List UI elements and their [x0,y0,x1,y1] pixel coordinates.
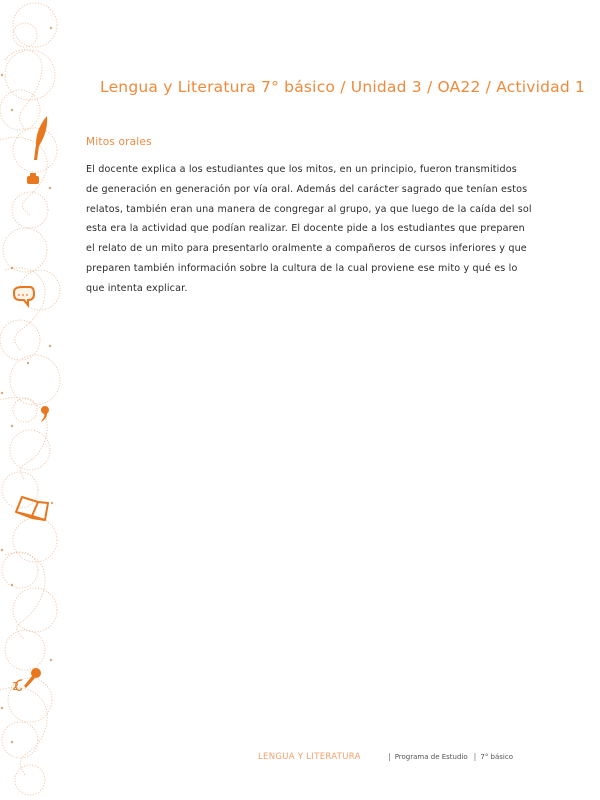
footer-grade: 7° básico [480,753,513,761]
body-line: esta era la actividad que podían realizar. El docente pide a los estudiantes que preparen [86,223,525,235]
body-line: de generación en generación por vía oral. Además del carácter sagrado que tenían estos [86,183,528,195]
page-title: Lengua y Literatura 7° básico / Unidad 3 / OA22 / Actividad 1 [100,78,586,96]
footer-subject: LENGUA Y LITERATURA [258,752,361,762]
speech-bubble-icon [14,287,34,305]
inkwell-icon [27,173,39,184]
footer-separator: | [473,752,477,761]
body-paragraph [86,160,532,299]
body-line: que intenta explicar. [86,282,188,294]
body-line: el relato de un mito para presentarlo oralmente a compañeros de cursos inferiores y que [86,243,527,255]
section-heading: Mitos orales [86,136,152,148]
footer-separator: | [388,752,391,761]
body-line: El docente explica a los estudiantes que los mitos, en un principio, fueron transmitidos [86,164,517,175]
open-book-icon [16,497,48,520]
body-line: relatos, también eran una manera de congregar al grupo, ya que luego de la caída del sol [86,203,532,215]
decorative-left-border [0,0,80,800]
footer-program: Programa de Estudio [394,753,468,761]
page-number: 2 [12,680,19,693]
comma-icon [41,406,49,422]
page-footer [258,752,519,762]
body-line: preparen también información sobre la cultura de la cual proviene ese mito y qué es lo [86,262,518,274]
